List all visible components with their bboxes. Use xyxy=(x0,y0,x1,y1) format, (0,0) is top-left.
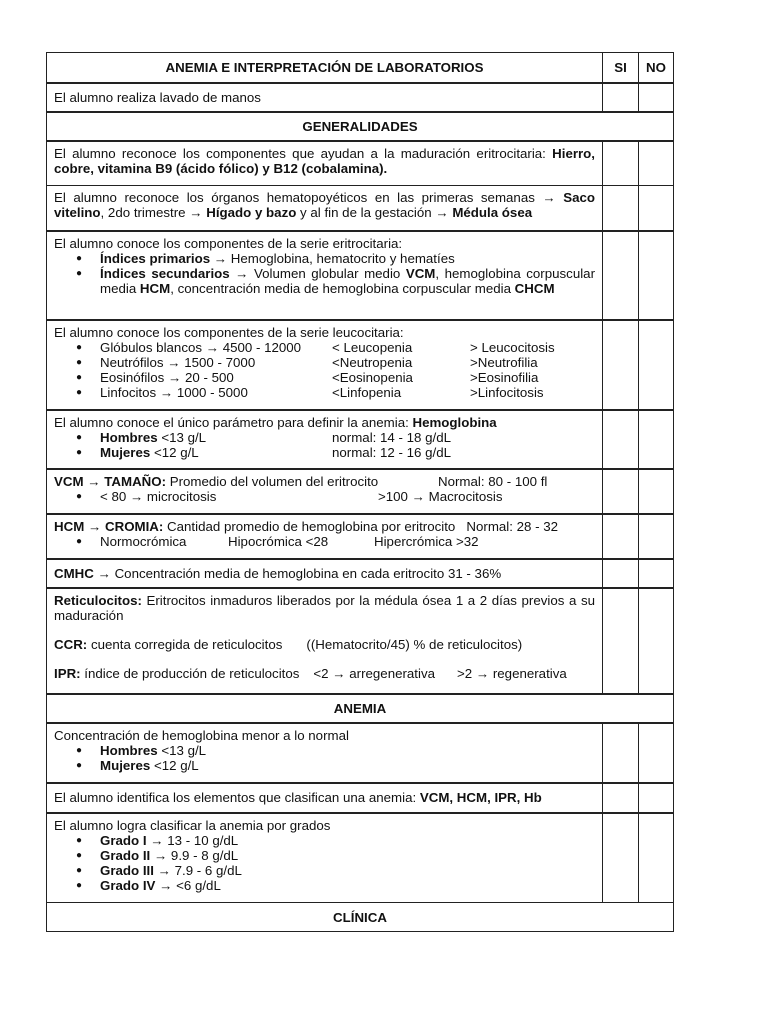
vcm-list xyxy=(54,489,595,504)
section-row-generalidades xyxy=(47,112,674,141)
reti-line xyxy=(54,593,595,623)
maturation-text: El alumno reconoce los componentes que ayudan a la maduración eritrocitaria: xyxy=(54,145,546,161)
organs-higado: Hígado y bazo xyxy=(206,205,297,220)
si-checkbox[interactable] xyxy=(603,410,639,469)
leuco-low: <Eosinopenia xyxy=(332,369,413,385)
bold-term: TAMAÑO: xyxy=(104,473,167,489)
arrow: → xyxy=(84,518,105,534)
normal-range: Normal: 28 - 32 xyxy=(466,518,559,534)
organs-saco: Saco vitelino xyxy=(54,190,595,220)
si-checkbox[interactable] xyxy=(603,588,639,694)
checklist-row-leuco xyxy=(47,320,674,410)
list-item xyxy=(76,445,595,460)
hcm-line xyxy=(54,519,595,534)
leuco-list xyxy=(54,340,595,400)
checklist-row-organs xyxy=(47,186,674,231)
bold-term: Hombres xyxy=(100,742,158,758)
item-text: → Volumen globular medio xyxy=(229,265,406,281)
section-title: CLÍNICA xyxy=(47,903,674,932)
row-text xyxy=(47,514,603,559)
organs-text: El alumno reconoce los órganos hematopoyéticos en las primeras semanas → xyxy=(54,190,564,205)
leuco-range: ● Glóbulos blancos → 4500 - 12000 xyxy=(100,339,302,355)
list-item xyxy=(76,878,595,893)
no-header: NO xyxy=(639,53,674,83)
no-checkbox[interactable] xyxy=(639,141,674,186)
item-text: , hemoglobina corpuscular media xyxy=(100,265,595,296)
list-item xyxy=(76,833,595,848)
si-checkbox[interactable] xyxy=(603,186,639,231)
list-item xyxy=(76,251,595,266)
hb-intro: El alumno conoce el único parámetro para definir la anemia: xyxy=(54,414,413,430)
si-checkbox[interactable] xyxy=(603,231,639,320)
row-text xyxy=(47,783,603,813)
list-item xyxy=(76,340,595,355)
si-header: SI xyxy=(603,53,639,83)
grade-label: Grado III xyxy=(100,862,154,878)
leuco-low: < Leucopenia xyxy=(332,339,413,355)
checklist-row-hcm xyxy=(47,514,674,559)
item-text: Cantidad promedio de hemoglobina por eritrocito xyxy=(163,518,456,534)
grade-label: Grado IV xyxy=(100,877,156,893)
item-text: <12 g/L xyxy=(150,757,199,773)
leuco-range: ● Eosinófilos → 20 - 500 xyxy=(100,369,234,385)
list-item xyxy=(76,385,595,400)
no-checkbox[interactable] xyxy=(639,783,674,813)
row-text: El alumno realiza lavado de manos xyxy=(47,83,603,112)
bold-term: VCM, HCM, IPR, Hb xyxy=(419,790,542,805)
ipr-high: >2 → regenerativa xyxy=(457,665,567,681)
leuco-low: <Neutropenia xyxy=(332,354,413,370)
grade-value: → 13 - 10 g/dL xyxy=(146,832,239,848)
row-text xyxy=(47,723,603,783)
bold-term: VCM xyxy=(405,265,436,281)
header-row xyxy=(47,53,674,83)
checklist-row-handwash xyxy=(47,83,674,112)
row-text xyxy=(47,141,603,186)
ipr-line xyxy=(54,666,595,681)
checklist-table xyxy=(46,52,674,932)
bold-term: Mujeres xyxy=(100,757,151,773)
no-checkbox[interactable] xyxy=(639,83,674,112)
maturation-bold: Hierro, cobre, vitamina B9 (ácido fólico) y B12 (cobalamina). xyxy=(54,145,595,176)
si-checkbox[interactable] xyxy=(603,813,639,903)
row-text xyxy=(47,320,603,410)
item-text: <12 g/L xyxy=(150,444,199,460)
ccr-line xyxy=(54,637,595,652)
grade-value: → <6 g/dL xyxy=(155,877,221,893)
bold-term: Mujeres xyxy=(100,444,151,460)
organs-medula: Médula ósea xyxy=(452,205,533,220)
bold-term: IPR: xyxy=(54,665,81,681)
ccr-formula: ((Hematocrito/45) % de reticulocitos) xyxy=(306,636,523,652)
bold-term: CCR: xyxy=(54,636,88,652)
no-checkbox[interactable] xyxy=(639,410,674,469)
conc-list xyxy=(54,743,595,773)
bold-term: CHCM xyxy=(514,280,555,296)
vcm-macro: >100 → Macrocitosis xyxy=(378,488,503,504)
item-text: El alumno identifica los elementos que clasifican una anemia: xyxy=(54,790,420,805)
checklist-row-classify xyxy=(47,783,674,813)
bold-term: Reticulocitos: xyxy=(54,592,142,608)
si-checkbox[interactable] xyxy=(603,723,639,783)
normal-range: normal: 12 - 16 g/dL xyxy=(332,444,452,460)
item-text: índice de producción de reticulocitos xyxy=(80,665,300,681)
list-item xyxy=(76,370,595,385)
table-title: ANEMIA E INTERPRETACIÓN DE LABORATORIOS xyxy=(47,53,603,83)
si-checkbox[interactable] xyxy=(603,559,639,588)
leuco-range: ● Linfocitos → 1000 - 5000 xyxy=(100,384,248,400)
leuco-range: ● Neutrófilos → 1500 - 7000 xyxy=(100,354,256,370)
grade-value: → 7.9 - 6 g/dL xyxy=(153,862,242,878)
item-text: cuenta corregida de reticulocitos xyxy=(87,636,283,652)
bold-term: Índices primarios xyxy=(100,250,211,266)
leuco-high: >Linfocitosis xyxy=(470,384,544,400)
erythro-intro: El alumno conoce los componentes de la serie eritrocitaria: xyxy=(54,235,403,251)
checklist-row-grades xyxy=(47,813,674,903)
no-checkbox[interactable] xyxy=(639,588,674,694)
checklist-row-maturation xyxy=(47,141,674,186)
hcm-list xyxy=(54,534,595,549)
conc-intro: Concentración de hemoglobina menor a lo normal xyxy=(54,727,349,743)
item-text: <13 g/L xyxy=(157,742,207,758)
list-item xyxy=(76,743,595,758)
row-text xyxy=(47,559,603,588)
row-text xyxy=(47,186,603,231)
vcm-line xyxy=(54,474,595,489)
section-row-clinica xyxy=(47,903,674,932)
section-title: ANEMIA xyxy=(47,694,674,723)
item-text: Eritrocitos inmaduros liberados por la médula ósea 1 a 2 días previos a su maduración xyxy=(54,592,595,623)
section-row-anemia xyxy=(47,694,674,723)
si-checkbox[interactable] xyxy=(603,469,639,514)
leuco-low: <Linfopenia xyxy=(332,384,402,400)
leuco-high: >Neutrofilia xyxy=(470,354,538,370)
list-item xyxy=(76,430,595,445)
grade-label: Grado I xyxy=(100,832,147,848)
bold-term: CMHC xyxy=(54,565,94,581)
erythro-list xyxy=(54,251,595,296)
item-text: Promedio del volumen del eritrocito xyxy=(166,473,379,489)
hcm-normo: ● Normocrómica xyxy=(100,533,187,549)
hb-bold: Hemoglobina xyxy=(412,414,497,430)
hcm-hipo: Hipocrómica <28 xyxy=(228,533,329,549)
grade-label: Grado II xyxy=(100,847,151,863)
list-item xyxy=(76,848,595,863)
si-checkbox[interactable] xyxy=(603,514,639,559)
organs-text: y al fin de la gestación → xyxy=(296,205,453,220)
bold-term: CROMIA: xyxy=(104,518,164,534)
grade-value: → 9.9 - 8 g/dL xyxy=(150,847,239,863)
checklist-row-reticulocytes xyxy=(47,588,674,694)
row-text xyxy=(47,588,603,694)
bold-term: HCM xyxy=(139,280,171,296)
hcm-hiper: Hipercrómica >32 xyxy=(374,533,479,549)
leuco-high: >Eosinofilia xyxy=(470,369,539,385)
list-item xyxy=(76,489,595,504)
row-text xyxy=(47,813,603,903)
si-checkbox[interactable] xyxy=(603,320,639,410)
item-text: → Hemoglobina, hematocrito y hematíes xyxy=(210,250,455,266)
bold-term: HCM xyxy=(54,518,85,534)
ipr-low: <2 → arregenerativa xyxy=(313,665,435,681)
si-checkbox[interactable] xyxy=(603,783,639,813)
list-item xyxy=(76,355,595,370)
hb-intro-line xyxy=(54,415,595,430)
section-title: GENERALIDADES xyxy=(47,112,674,141)
organs-text: , 2do trimestre → xyxy=(100,205,207,220)
no-checkbox[interactable] xyxy=(639,186,674,231)
list-item xyxy=(76,266,595,296)
no-checkbox[interactable] xyxy=(639,231,674,320)
si-checkbox[interactable] xyxy=(603,141,639,186)
no-checkbox[interactable] xyxy=(639,813,674,903)
hb-list xyxy=(54,430,595,460)
grades-list xyxy=(54,833,595,893)
no-checkbox[interactable] xyxy=(639,514,674,559)
bold-term: Índices secundarios xyxy=(100,265,230,281)
list-item xyxy=(76,863,595,878)
row-text xyxy=(47,410,603,469)
si-checkbox[interactable] xyxy=(603,83,639,112)
arrow: → xyxy=(83,473,105,489)
bold-term: VCM xyxy=(54,473,84,489)
no-checkbox[interactable] xyxy=(639,469,674,514)
no-checkbox[interactable] xyxy=(639,320,674,410)
checklist-row-cmhc xyxy=(47,559,674,588)
item-text: , concentración media de hemoglobina corpuscular media xyxy=(170,280,515,296)
leuco-high: > Leucocitosis xyxy=(470,339,555,355)
list-item xyxy=(76,534,595,549)
row-text xyxy=(47,469,603,514)
normal-range: Normal: 80 - 100 fl xyxy=(438,473,548,489)
vcm-micro: ● < 80 → microcitosis xyxy=(100,488,217,504)
list-item xyxy=(76,758,595,773)
checklist-row-hemoglobin xyxy=(47,410,674,469)
checklist-row-concentration xyxy=(47,723,674,783)
bold-term: Hombres xyxy=(100,429,158,445)
no-checkbox[interactable] xyxy=(639,723,674,783)
item-text: <13 g/L xyxy=(157,429,207,445)
grades-intro: El alumno logra clasificar la anemia por grados xyxy=(54,817,331,833)
checklist-row-vcm xyxy=(47,469,674,514)
normal-range: normal: 14 - 18 g/dL xyxy=(332,429,452,445)
leuco-intro: El alumno conoce los componentes de la serie leucocitaria: xyxy=(54,324,404,340)
row-text xyxy=(47,231,603,320)
no-checkbox[interactable] xyxy=(639,559,674,588)
item-text: → Concentración media de hemoglobina en cada eritrocito 31 - 36% xyxy=(93,565,502,581)
checklist-row-erythro xyxy=(47,231,674,320)
